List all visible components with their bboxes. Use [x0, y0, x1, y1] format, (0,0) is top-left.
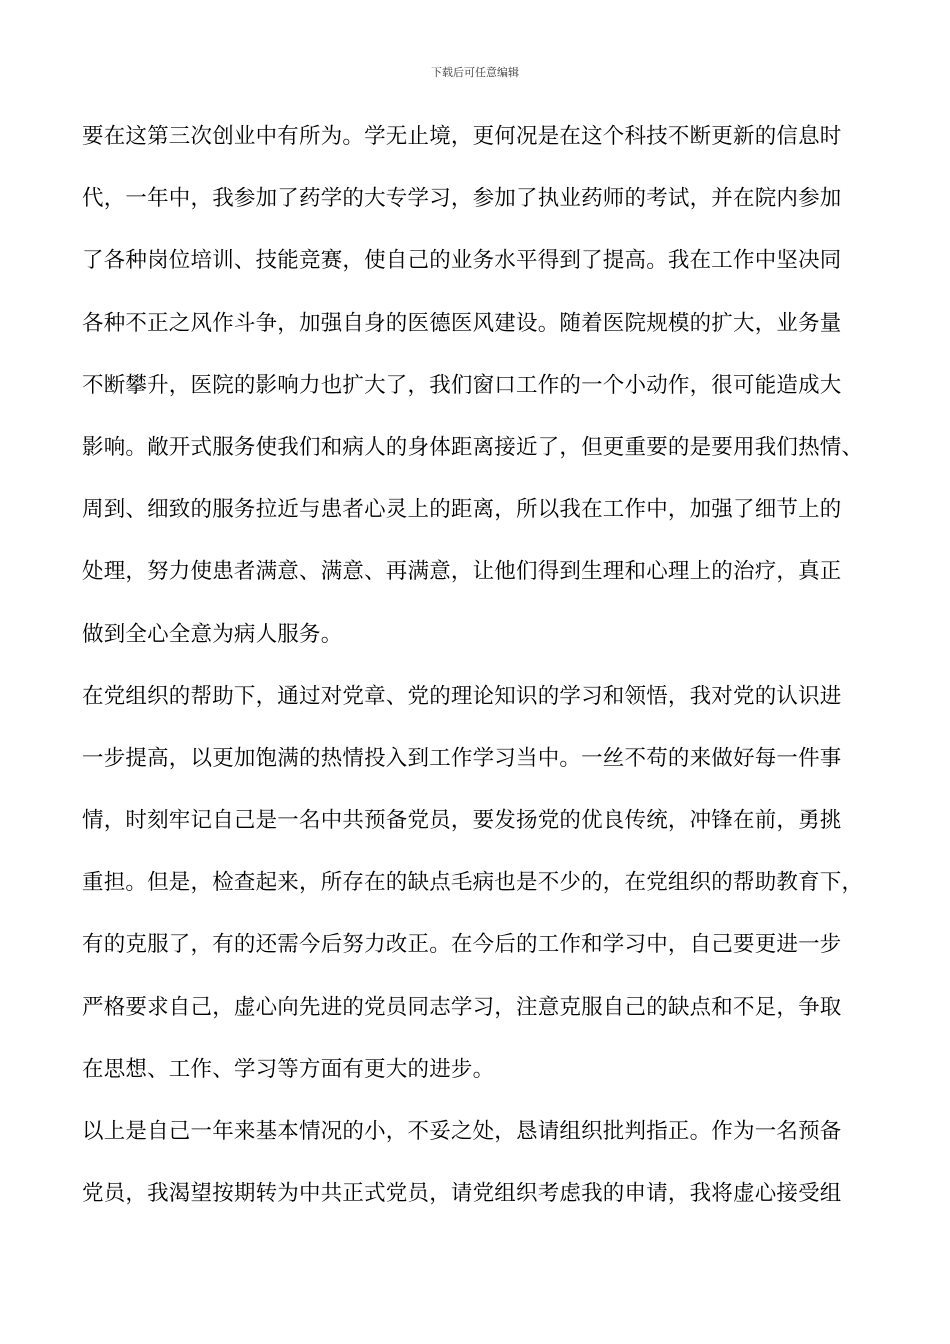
document-body: [82, 118, 882, 1237]
text-line: 情，时刻牢记自己是一名中共预备党员，要发扬党的优良传统，冲锋在前，勇挑: [82, 808, 842, 834]
text-line: 在党组织的帮助下，通过对党章、党的理论知识的学习和领悟，我对党的认识进: [82, 683, 842, 709]
text-line: 有的克服了，有的还需今后努力改正。在今后的工作和学习中，自己要更进一步: [82, 932, 842, 958]
text-line: 做到全心全意为病人服务。: [82, 621, 343, 647]
text-line: 党员，我渴望按期转为中共正式党员，请党组织考虑我的申请，我将虚心接受组: [82, 1181, 842, 1207]
text-line: 各种不正之风作斗争，加强自身的医德医风建设。随着医院规模的扩大，业务量: [82, 310, 842, 336]
text-line: 了各种岗位培训、技能竞赛，使自己的业务水平得到了提高。我在工作中坚决同: [82, 248, 842, 274]
header-note: 下载后可任意编辑: [431, 66, 519, 79]
text-line: 一步提高，以更加饱满的热情投入到工作学习当中。一丝不苟的来做好每一件事: [82, 745, 842, 771]
text-line: 在思想、工作、学习等方面有更大的进步。: [82, 1056, 495, 1082]
text-line: 周到、细致的服务拉近与患者心灵上的距离，所以我在工作中，加强了细节上的: [82, 497, 842, 523]
text-line: 影响。敞开式服务使我们和病人的身体距离接近了，但更重要的是要用我们热情、: [82, 434, 864, 460]
text-line: 要在这第三次创业中有所为。学无止境，更何况是在这个科技不断更新的信息时: [82, 124, 842, 149]
text-line: 重担。但是，检查起来，所存在的缺点毛病也是不少的，在党组织的帮助教育下，: [82, 870, 864, 896]
text-line: 代，一年中，我参加了药学的大专学习，参加了执业药师的考试，并在院内参加: [82, 186, 842, 212]
text-line: 处理，努力使患者满意、满意、再满意，让他们得到生理和心理上的治疗，真正: [82, 559, 842, 585]
text-line: 以上是自己一年来基本情况的小，不妥之处，恳请组织批判指正。作为一名预备: [82, 1119, 842, 1144]
text-line: 不断攀升，医院的影响力也扩大了，我们窗口工作的一个小动作，很可能造成大: [82, 372, 842, 398]
text-line: 严格要求自己，虚心向先进的党员同志学习，注意克服自己的缺点和不足，争取: [82, 994, 842, 1020]
